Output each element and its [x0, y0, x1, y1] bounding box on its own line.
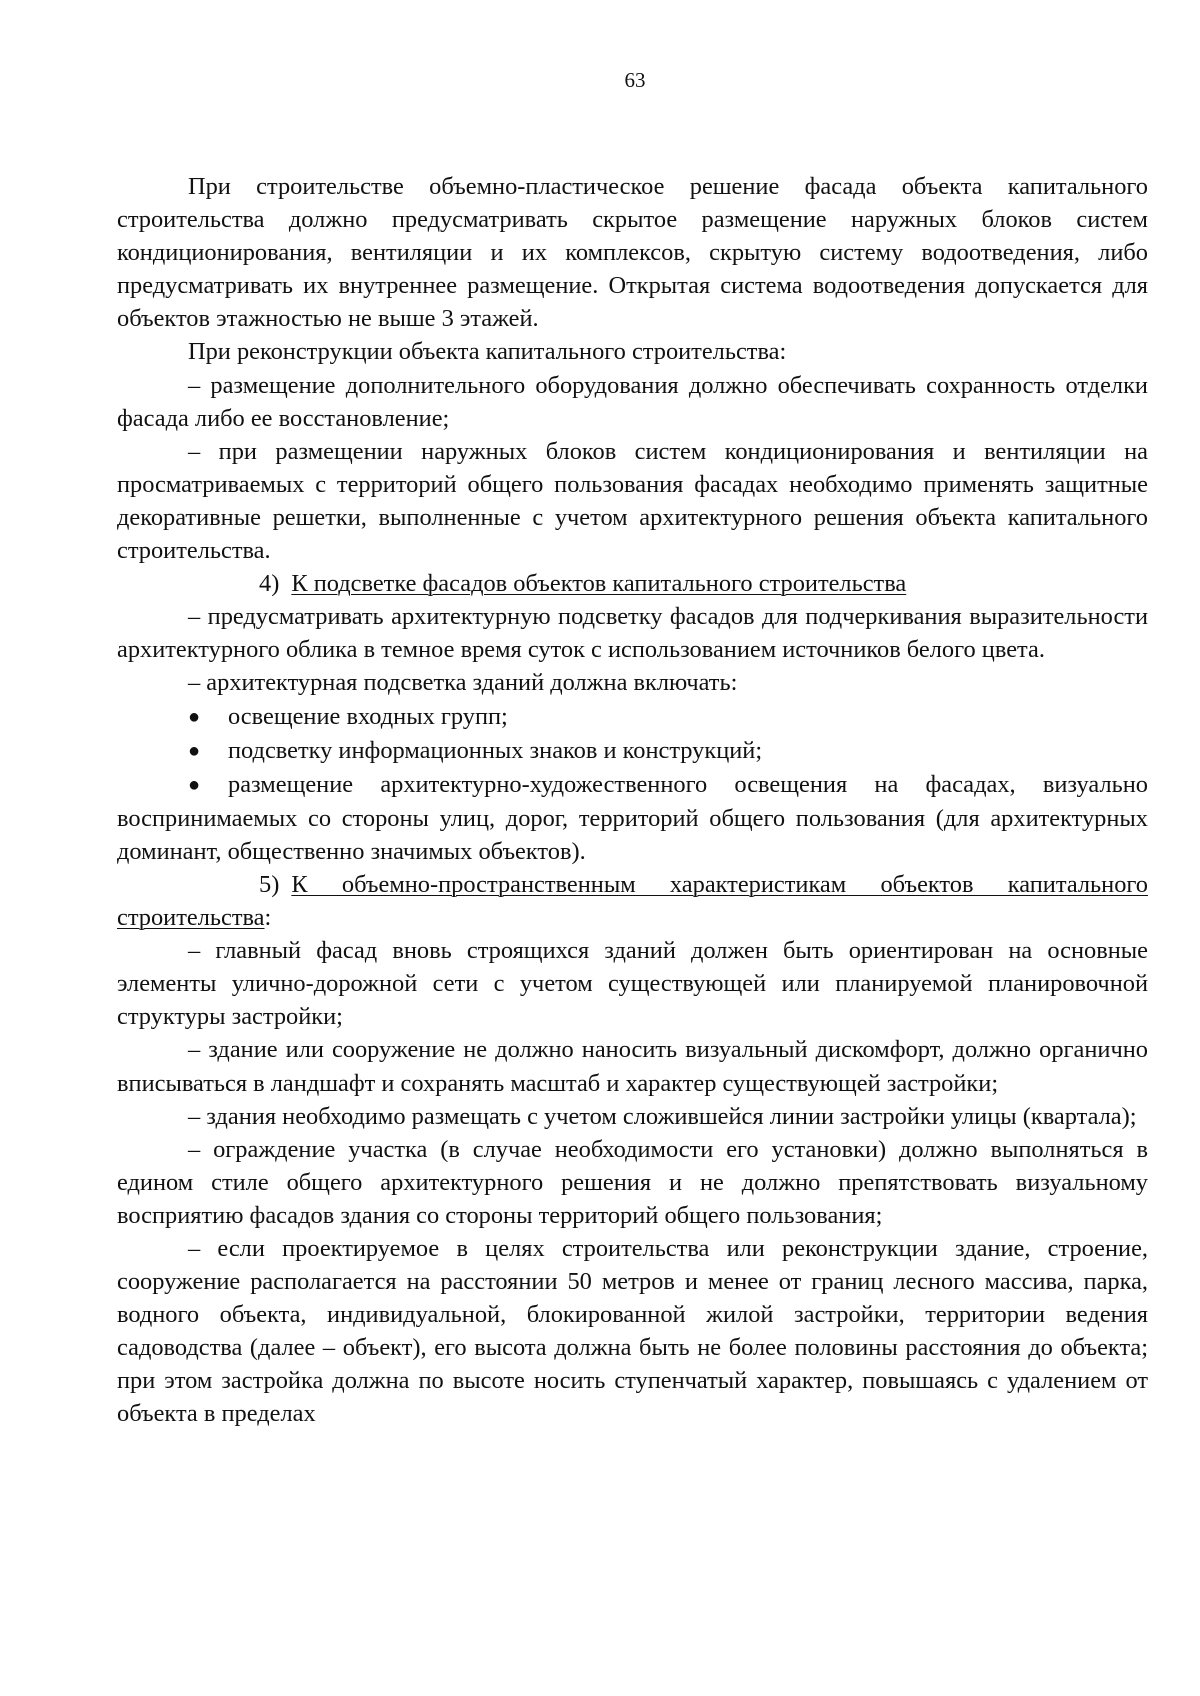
section-5-title-suffix: :	[264, 904, 272, 932]
document-body	[117, 170, 1148, 1431]
bullet-icon: ●	[188, 739, 201, 762]
section-4-title: К подсветке фасадов объектов капитального строительства	[291, 570, 907, 598]
section-5-number: 5)	[259, 870, 280, 898]
bullet-icon: ●	[188, 705, 201, 728]
list-item	[117, 768, 1148, 868]
bullet-text: подсветку информационных знаков и конструкций;	[228, 736, 763, 764]
page-number: 63	[624, 68, 646, 92]
bullet-text: размещение архитектурно-художественного освещения на фасадах, визуально воспринимаемых со стороны улиц, дорог, территорий общего пользования (для архитектурных доминант, общественно значимых объектов).	[117, 770, 1148, 865]
paragraph-height-limit: – если проектируемое в целях строительства или реконструкции здание, строение, сооружение располагается на расстоянии 50 метров и менее от границ лесного массива, парка, водного объекта, индивидуальной, блокированной жилой застройки, территории ведения садоводства (далее – объект), его высота должна быть не более половины расстояния до объекта; при этом застройка должна по высоте носить ступенчатый характер, повышаясь с удалением от объекта в пределах	[117, 1235, 1148, 1428]
paragraph-facade-lighting: – предусматривать архитектурную подсветку фасадов для подчеркивания выразительности архитектурного облика в темное время суток с использованием источников белого цвета.	[117, 603, 1148, 664]
paragraph-lighting-includes: – архитектурная подсветка зданий должна включать:	[188, 669, 738, 697]
paragraph-equipment: – размещение дополнительного оборудования должно обеспечивать сохранность отделки фасада либо ее восстановление;	[117, 371, 1148, 432]
section-4-number: 4)	[259, 570, 280, 598]
paragraph-ventilation-blocks: – при размещении наружных блоков систем кондиционирования и вентиляции на просматриваемых с территорий общего пользования фасадах необходимо применять защитные декоративные решетки, выполненные с учетом архитектурного решения объекта капитального строительства.	[117, 437, 1148, 565]
section-5-heading	[117, 868, 1148, 934]
bullet-icon: ●	[188, 773, 201, 796]
section-4-heading	[117, 567, 1148, 600]
section-5-title: К объемно-пространственным характеристикам объектов капитального строительства	[117, 870, 1148, 932]
bullet-text: освещение входных групп;	[228, 702, 508, 730]
paragraph-facade-solution: При строительстве объемно-пластическое решение фасада объекта капитального строительства должно предусматривать скрытое размещение наружных блоков систем кондиционирования, вентиляции и их комплексов, скрытую систему водоотведения, либо предусматривать их внутреннее размещение. Открытая система водоотведения допускается для объектов этажностью не выше 3 этажей.	[117, 173, 1148, 333]
paragraph-building-line: – здания необходимо размещать с учетом сложившейся линии застройки улицы (квартала);	[188, 1102, 1137, 1130]
paragraph-visual-comfort: – здание или сооружение не должно наносить визуальный дискомфорт, должно органично вписываться в ландшафт и сохранять масштаб и характер существующей застройки;	[117, 1036, 1148, 1097]
paragraph-reconstruction: При реконструкции объекта капитального строительства:	[188, 338, 787, 366]
list-item	[117, 700, 1148, 734]
list-item	[117, 734, 1148, 768]
paragraph-fencing: – ограждение участка (в случае необходимости его установки) должно выполняться в едином стиле общего архитектурного решения и не должно препятствовать визуальному восприятию фасадов здания со стороны территорий общего пользования;	[117, 1135, 1148, 1229]
paragraph-main-facade: – главный фасад вновь строящихся зданий должен быть ориентирован на основные элементы улично-дорожной сети с учетом существующей или планируемой планировочной структуры застройки;	[117, 937, 1148, 1031]
